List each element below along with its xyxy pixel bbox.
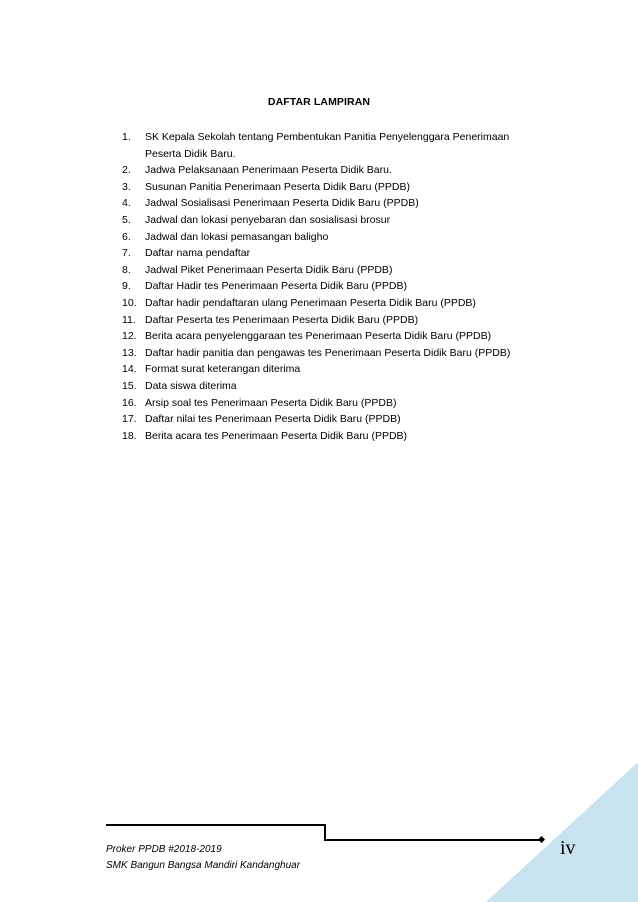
item-text: Daftar nama pendaftar xyxy=(145,247,251,260)
item-number: 13. xyxy=(122,346,137,359)
list-item xyxy=(122,428,542,445)
attachment-list xyxy=(122,129,542,444)
item-text: Data siswa diterima xyxy=(145,379,237,392)
list-item xyxy=(122,212,542,229)
list-item xyxy=(122,411,542,428)
list-item xyxy=(122,245,542,262)
list-item xyxy=(122,162,542,179)
item-number: 10. xyxy=(122,296,137,309)
item-text: Berita acara tes Penerimaan Peserta Didik Baru (PPDB) xyxy=(145,429,408,442)
item-text: Daftar nilai tes Penerimaan Peserta Didik Baru (PPDB) xyxy=(145,413,401,426)
item-text: Berita acara penyelenggaraan tes Penerimaan Peserta Didik Baru (PPDB) xyxy=(145,330,492,343)
item-text: Format surat keterangan diterima xyxy=(145,363,301,376)
item-number: 11. xyxy=(122,313,136,326)
item-number: 6. xyxy=(122,230,131,243)
item-text: Daftar Peserta tes Penerimaan Peserta Didik Baru (PPDB) xyxy=(145,313,419,326)
item-number: 8. xyxy=(122,263,131,276)
list-item xyxy=(122,328,542,345)
item-number: 2. xyxy=(122,164,131,177)
item-number: 1. xyxy=(122,131,131,143)
list-item xyxy=(122,312,542,329)
item-text: SK Kepala Sekolah tentang Pembentukan Panitia Penyelenggara Penerimaan Peserta Didik Baru. xyxy=(145,131,510,160)
item-text: Jadwal dan lokasi penyebaran dan sosialisasi brosur xyxy=(145,213,391,226)
item-number: 17. xyxy=(122,413,137,426)
list-item xyxy=(122,195,542,212)
footer-divider-step xyxy=(324,824,326,840)
footer-divider xyxy=(106,824,326,826)
list-item xyxy=(122,179,542,196)
list-item xyxy=(122,229,542,246)
item-number: 4. xyxy=(122,197,131,210)
item-number: 18. xyxy=(122,429,137,442)
list-item xyxy=(122,345,542,362)
item-number: 9. xyxy=(122,280,131,293)
item-text: Daftar Hadir tes Penerimaan Peserta Didik Baru (PPDB) xyxy=(145,280,408,293)
list-item xyxy=(122,395,542,412)
item-number: 7. xyxy=(122,247,131,260)
list-item xyxy=(122,278,542,295)
item-text: Jadwal Sosialisasi Penerimaan Peserta Didik Baru (PPDB) xyxy=(145,197,419,210)
item-text: Susunan Panitia Penerimaan Peserta Didik Baru (PPDB) xyxy=(145,180,410,193)
item-text: Daftar hadir pendaftaran ulang Penerimaan Peserta Didik Baru (PPDB) xyxy=(145,296,476,309)
footer-text xyxy=(106,842,300,873)
list-item xyxy=(122,129,542,162)
list-item xyxy=(122,378,542,395)
list-item xyxy=(122,262,542,279)
list-item xyxy=(122,361,542,378)
page-number: iv xyxy=(560,837,576,859)
footer-school-name: SMK Bangun Bangsa Mandiri Kandanghuar xyxy=(106,859,301,871)
item-number: 16. xyxy=(122,396,137,409)
item-number: 3. xyxy=(122,180,131,193)
footer-divider xyxy=(324,839,542,841)
page-title: DAFTAR LAMPIRAN xyxy=(267,96,371,108)
item-text: Jadwal dan lokasi pemasangan baligho xyxy=(145,230,329,243)
item-number: 15. xyxy=(122,379,137,392)
item-text: Jadwal Piket Penerimaan Peserta Didik Baru (PPDB) xyxy=(145,263,393,276)
footer-program-title: Proker PPDB #2018-2019 xyxy=(106,844,222,855)
item-text: Arsip soal tes Penerimaan Peserta Didik Baru (PPDB) xyxy=(145,396,397,409)
list-item xyxy=(122,295,542,312)
item-number: 14. xyxy=(122,363,137,376)
item-number: 12. xyxy=(122,330,137,343)
item-text: Daftar hadir panitia dan pengawas tes Penerimaan Peserta Didik Baru (PPDB) xyxy=(145,346,511,359)
item-text: Jadwa Pelaksanaan Penerimaan Peserta Didik Baru. xyxy=(145,164,392,177)
item-number: 5. xyxy=(122,213,131,226)
corner-decoration xyxy=(486,762,638,902)
